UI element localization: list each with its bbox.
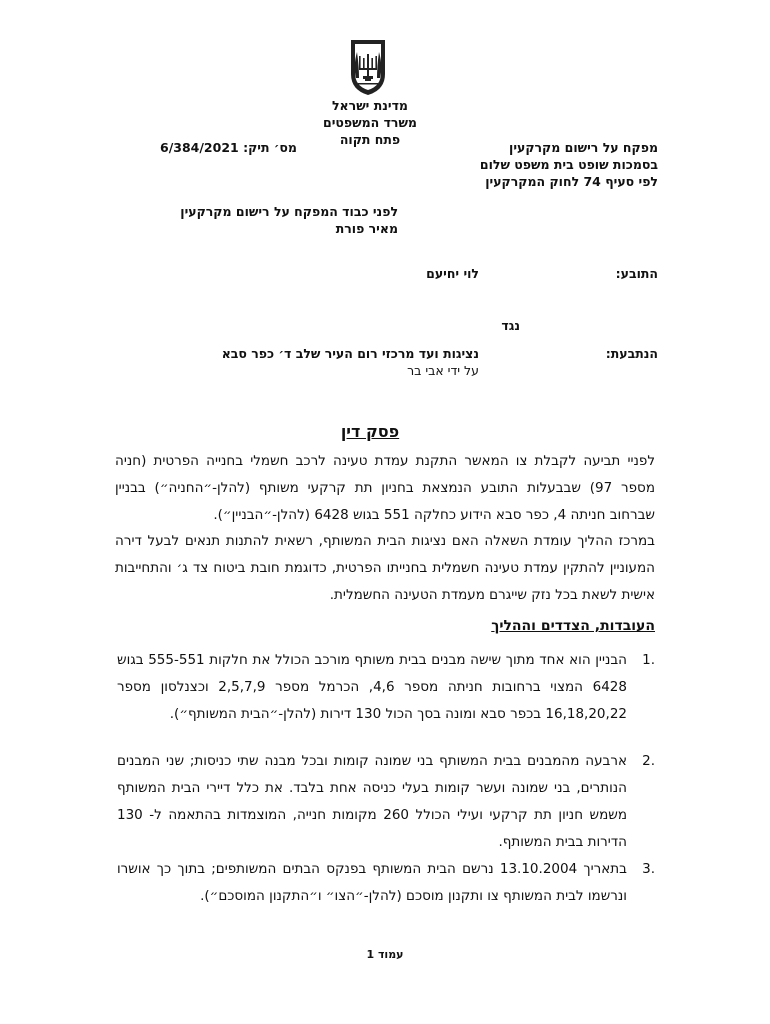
defendant-name: נציגות ועד מרכזי רום העיר שלב ד׳ כפר סבא	[221, 346, 479, 361]
before-line-1: לפני כבוד המפקח על רישום מקרקעין	[180, 204, 398, 219]
intro-paragraph-1: לפניי תביעה לקבלת צו המאשר התקנת עמדת טעינה לרכב חשמלי בחנייה הפרטית (חניה מספר 97) שבבעלות התובע הנמצאת בחניון תת קרקעי משותף (להלן-״החניה״) בבניין שברחוב חניתה 4, כפר סבא הידוע כחלקה 551 בגוש 6428 (להלן-״הבניין״).	[115, 453, 655, 523]
section-heading: העובדות, הצדדים וההליך	[491, 618, 655, 634]
before-line-2: מאיר פורת	[335, 221, 398, 236]
intro-paragraph-2: במרכז ההליך עומדת השאלה האם נציגות הבית המשותף, רשאית להתנות תנאים לבעל דירה המעוניין להתקין עמדת טעינה חשמלית בחנייתו הפרטית, כדוגמת חובת ביטוח צד ג׳ והתחייבות אישית לשאת בכל נזק שייגרם מעמדת הטעינה החשמלית.	[115, 533, 655, 603]
case-number-block	[160, 139, 297, 156]
defendant-representative: על ידי אבי בר	[407, 363, 479, 378]
item-text-3: בתאריך 13.10.2004 נרשם הבית המשותף בפנקס הבתים המשותפים; בתוך כך אושרו ונרשמו לבית המשותף צו ותקנון מוסכם (להלן-״הצו״ ו״התקנון המוסכם״).	[117, 861, 627, 904]
plaintiff-label: התובע:	[615, 266, 658, 281]
ministry-name: משרד המשפטים	[323, 115, 417, 130]
registrar-line-3: לפי סעיף 74 לחוק המקרקעין	[485, 174, 658, 189]
before-block	[138, 203, 398, 237]
registrar-line-1: מפקח על רישום מקרקעין	[509, 140, 658, 155]
city-name: פתח תקוה	[339, 132, 401, 147]
page-number: עמוד 1	[366, 948, 404, 961]
versus-label: נגד	[501, 318, 520, 333]
item-text-2: ארבעה מהמבנים בבית המשותף בני שמונה קומות ובכל מבנה שתי כניסות; שני המבנים הנותרים, בני שמונה ועשר קומות בעלי כניסה אחת בלבד. את כלל דיירי הבית המשותף משמש חניון תת קרקעי ועילי הכולל 260 מקומות חנייה, המוצמדות בהתאמה ל- 130 הדירות בבית המשותף.	[117, 753, 627, 850]
case-number-label: מס׳ תיק:	[243, 140, 297, 155]
plaintiff-name: לוי יחיעם	[426, 266, 479, 281]
document-title: פסק דין	[340, 422, 400, 441]
item-number-3: 3.	[642, 861, 655, 877]
registrar-info	[398, 139, 658, 190]
defendant-label: הנתבעת:	[605, 346, 658, 361]
item-text-1: הבניין הוא אחד מתוך שישה מבנים בבית משותף מורכב הכולל את חלקות 555-551 בגוש 6428 המצוי ברחובות חניתה מספר 4,6, הכרמל מספר 2,5,7,9 וכצנלסון מספר 16,18,20,22 בכפר סבא ומונה בסך הכול 130 דירות (להלן-״הבית המשותף״).	[117, 652, 627, 722]
case-number-value: 6/384/2021	[160, 140, 239, 155]
state-name: מדינת ישראל	[332, 98, 408, 113]
defendant-block	[222, 345, 479, 379]
state-emblem-icon	[347, 38, 389, 96]
item-number-1: 1.	[642, 652, 655, 668]
registrar-line-2: בסמכות שופט בית משפט שלום	[479, 157, 658, 172]
item-number-2: 2.	[642, 753, 655, 769]
